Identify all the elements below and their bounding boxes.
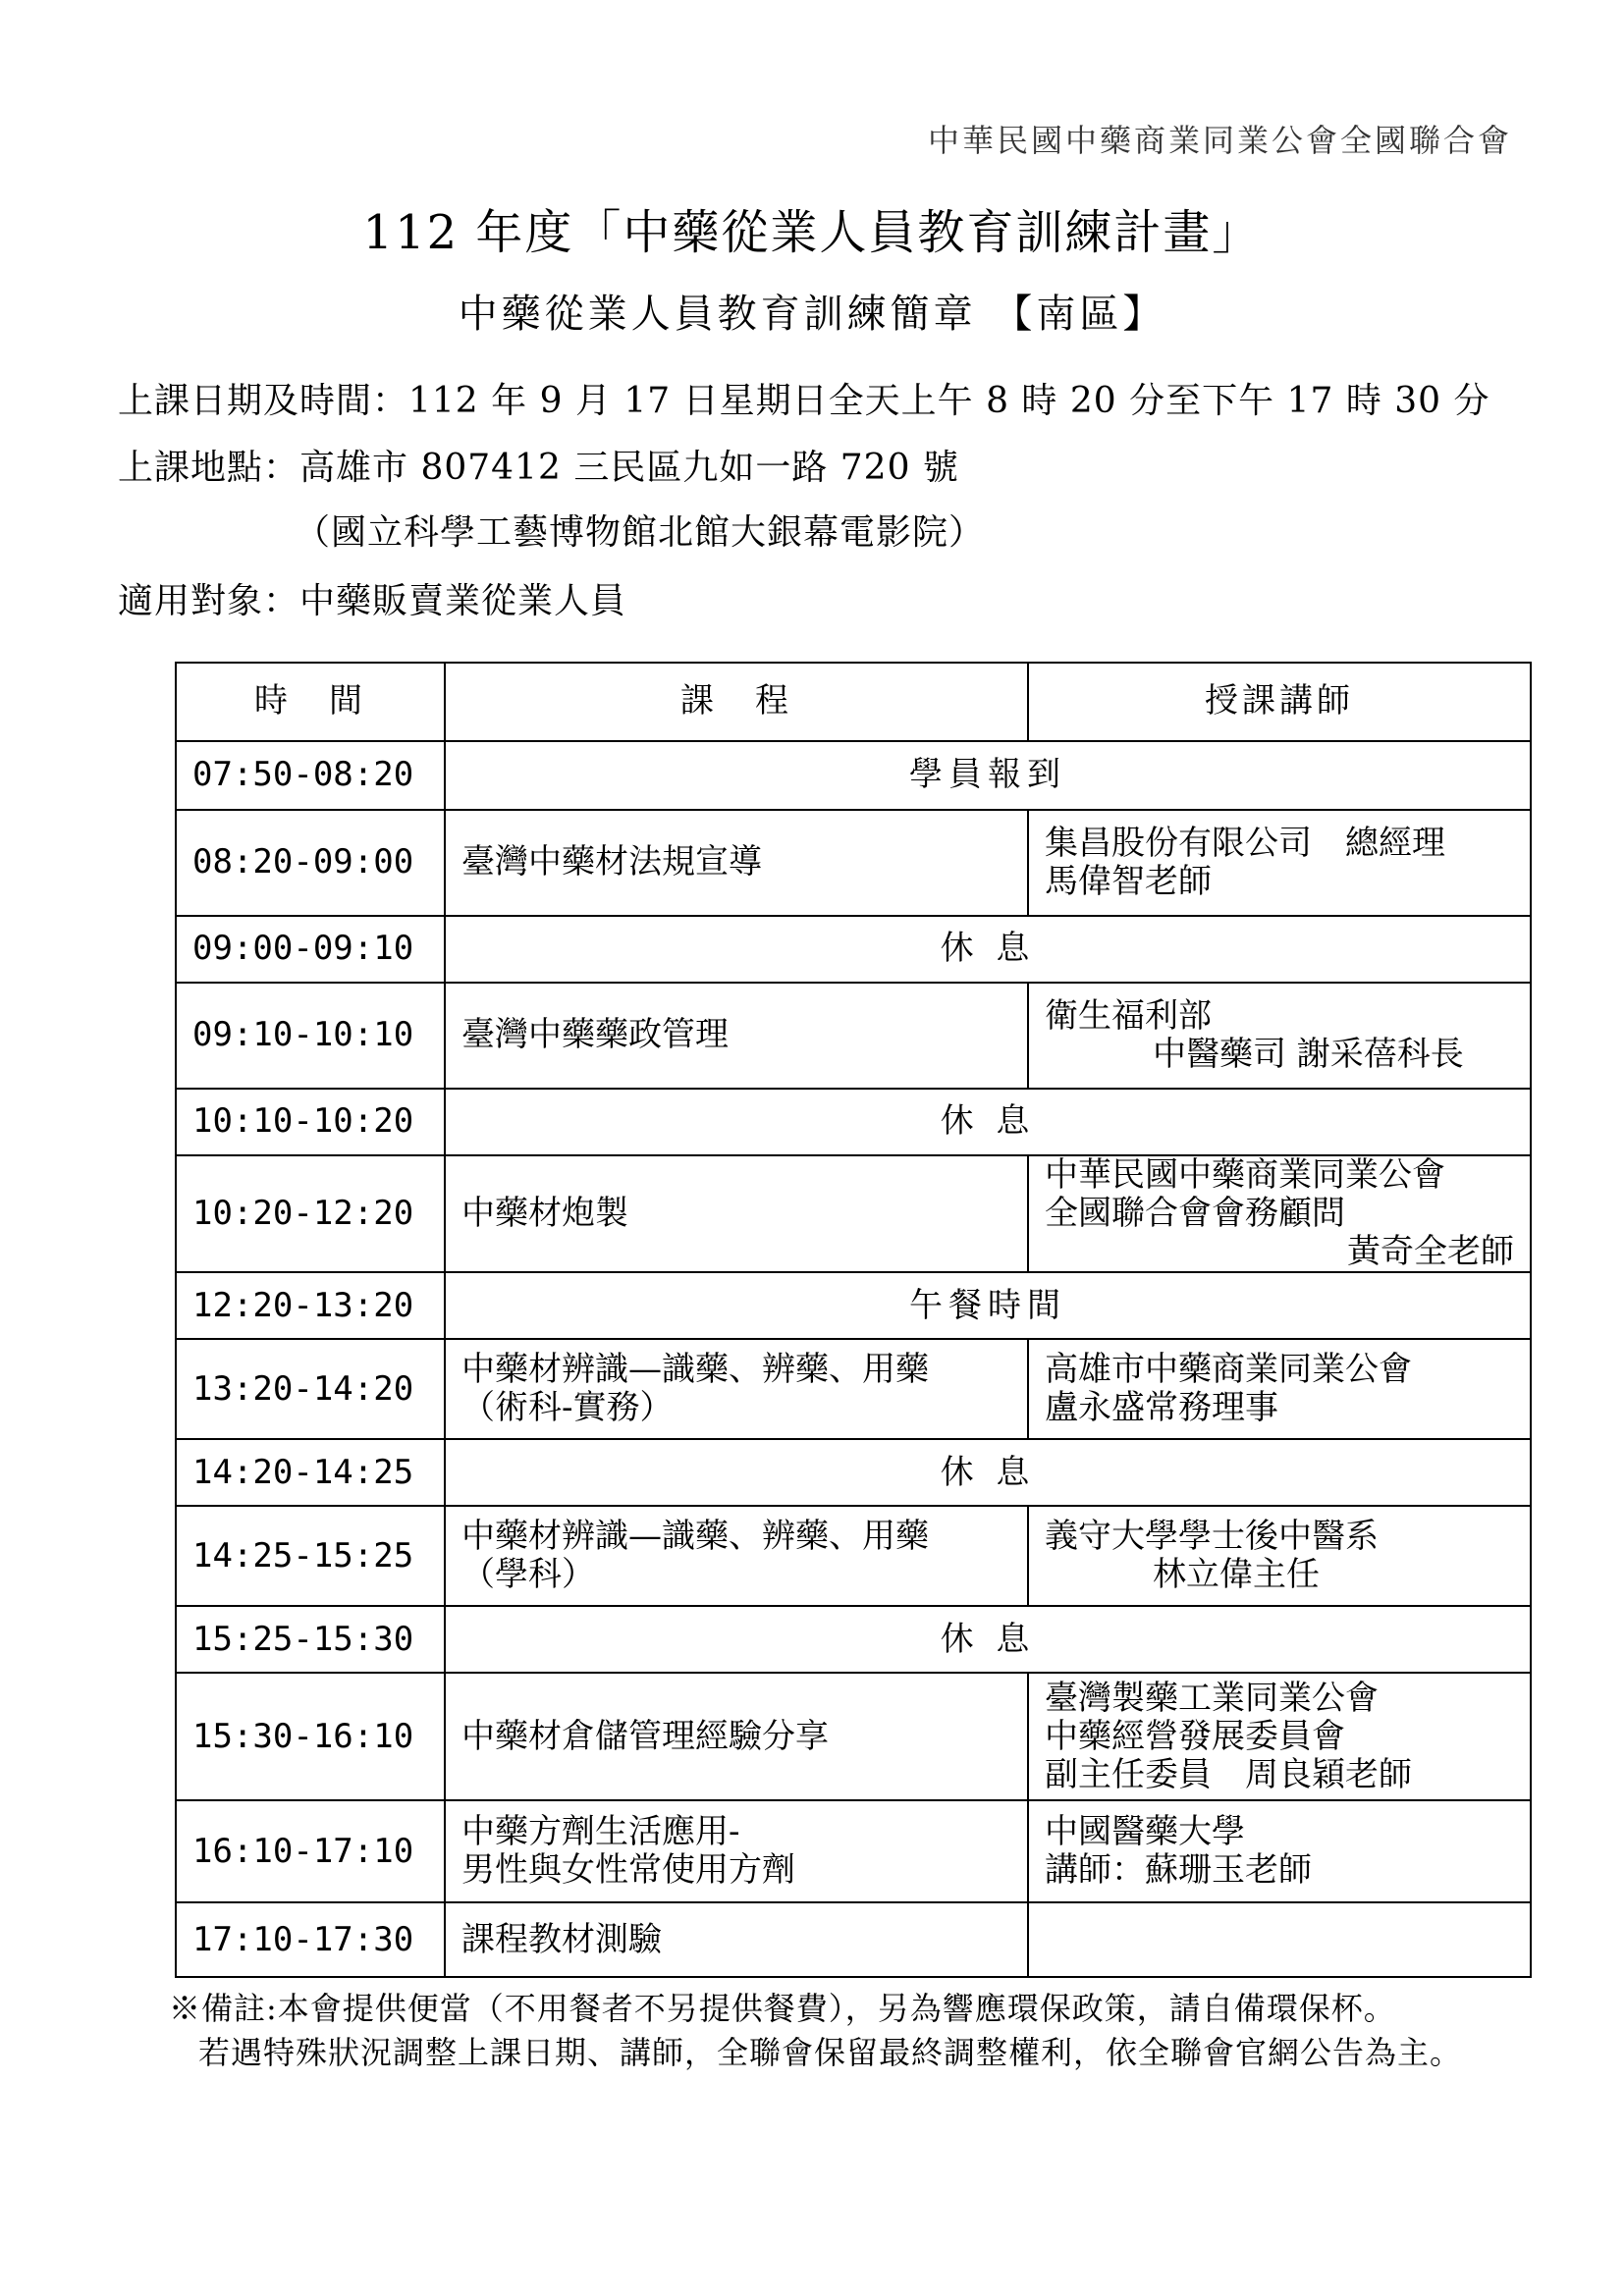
table-row bbox=[176, 916, 1531, 983]
teacher-line: 中華民國中藥商業同業公會 bbox=[1045, 1155, 1445, 1195]
course-line: 中藥方劑生活應用- bbox=[461, 1812, 740, 1852]
table-row bbox=[176, 1089, 1531, 1155]
notes bbox=[169, 1987, 1462, 2075]
table-row bbox=[176, 810, 1531, 916]
course-line: 中藥材辨識—識藥、辨藥、用藥 bbox=[461, 1517, 929, 1557]
table-header-row bbox=[176, 663, 1531, 741]
teacher-cell bbox=[1028, 810, 1531, 916]
table-row bbox=[176, 1155, 1531, 1272]
teacher-line: 臺灣製藥工業同業公會 bbox=[1045, 1678, 1379, 1718]
document-subtitle: 中藥從業人員教育訓練簡章 【南區】 bbox=[458, 292, 1166, 337]
course-cell bbox=[445, 1800, 1028, 1902]
course-cell bbox=[445, 1902, 1028, 1977]
table-row bbox=[176, 1272, 1531, 1339]
time-cell: 17:10-17:30 bbox=[176, 1902, 445, 1977]
teacher-line: 林立偉主任 bbox=[1153, 1555, 1320, 1595]
course-cell bbox=[445, 1673, 1028, 1800]
time-cell: 16:10-17:10 bbox=[176, 1800, 445, 1902]
table-row bbox=[176, 1606, 1531, 1673]
teacher-cell bbox=[1028, 983, 1531, 1089]
course-line: （術科-實務） bbox=[461, 1388, 674, 1428]
course-line: 課程教材測驗 bbox=[461, 1919, 662, 1959]
teacher-line: 副主任委員 周良穎老師 bbox=[1045, 1754, 1412, 1794]
teacher-line: 盧永盛常務理事 bbox=[1045, 1388, 1278, 1428]
teacher-line: 講師：蘇珊玉老師 bbox=[1045, 1850, 1312, 1891]
time-cell: 13:20-14:20 bbox=[176, 1339, 445, 1439]
info-venue: （國立科學工藝博物館北館大銀幕電影院） bbox=[295, 512, 986, 553]
document-title: 112 年度「中藥從業人員教育訓練計畫」 bbox=[362, 205, 1262, 260]
table-row bbox=[176, 1902, 1531, 1977]
table-row bbox=[176, 1439, 1531, 1506]
table-row bbox=[176, 1800, 1531, 1902]
break-cell: 休 息 bbox=[445, 1089, 1531, 1155]
course-cell bbox=[445, 983, 1028, 1089]
course-line: 臺灣中藥材法規宣導 bbox=[461, 842, 762, 882]
course-line: 中藥材炮製 bbox=[461, 1194, 628, 1234]
time-cell: 10:20-12:20 bbox=[176, 1155, 445, 1272]
course-line: 中藥材倉儲管理經驗分享 bbox=[461, 1716, 829, 1756]
course-cell bbox=[445, 1339, 1028, 1439]
teacher-line: 中藥經營發展委員會 bbox=[1045, 1716, 1345, 1756]
break-cell: 學員報到 bbox=[445, 741, 1531, 810]
time-cell: 15:25-15:30 bbox=[176, 1606, 445, 1673]
course-line: 中藥材辨識—識藥、辨藥、用藥 bbox=[461, 1350, 929, 1390]
table-row bbox=[176, 741, 1531, 810]
course-cell bbox=[445, 810, 1028, 916]
time-cell: 08:20-09:00 bbox=[176, 810, 445, 916]
time-cell: 09:10-10:10 bbox=[176, 983, 445, 1089]
table-row bbox=[176, 1673, 1531, 1800]
break-cell: 休 息 bbox=[445, 916, 1531, 983]
teacher-line: 全國聯合會會務顧問 bbox=[1045, 1194, 1345, 1234]
teacher-line: 黃奇全老師 bbox=[1347, 1232, 1514, 1272]
break-cell: 休 息 bbox=[445, 1606, 1531, 1673]
teacher-cell bbox=[1028, 1339, 1531, 1439]
schedule-table bbox=[175, 662, 1532, 1978]
teacher-line: 集昌股份有限公司 總經理 bbox=[1045, 823, 1445, 863]
info-location: 上課地點：高雄市 807412 三民區九如一路 720 號 bbox=[118, 448, 959, 488]
teacher-line: 中國醫藥大學 bbox=[1045, 1812, 1245, 1852]
info-audience: 適用對象：中藥販賣業從業人員 bbox=[118, 581, 627, 621]
time-cell: 07:50-08:20 bbox=[176, 741, 445, 810]
table-row bbox=[176, 1506, 1531, 1606]
table-row bbox=[176, 1339, 1531, 1439]
break-cell: 午餐時間 bbox=[445, 1272, 1531, 1339]
time-cell: 09:00-09:10 bbox=[176, 916, 445, 983]
course-cell bbox=[445, 1155, 1028, 1272]
organization-name: 中華民國中藥商業同業公會全國聯合會 bbox=[927, 122, 1512, 159]
time-cell: 14:20-14:25 bbox=[176, 1439, 445, 1506]
note-line-2: 若遇特殊狀況調整上課日期、講師，全聯會保留最終調整權利，依全聯會官網公告為主。 bbox=[198, 2033, 1463, 2071]
teacher-cell bbox=[1028, 1155, 1531, 1272]
header-course: 課 程 bbox=[445, 663, 1028, 741]
course-cell bbox=[445, 1506, 1028, 1606]
time-cell: 15:30-16:10 bbox=[176, 1673, 445, 1800]
course-line: （學科） bbox=[461, 1555, 595, 1595]
teacher-line: 衛生福利部 bbox=[1045, 995, 1212, 1036]
info-datetime: 上課日期及時間：112 年 9 月 17 日星期日全天上午 8 時 20 分至下午 17 時 30 分 bbox=[118, 381, 1490, 421]
teacher-cell bbox=[1028, 1673, 1531, 1800]
course-line: 臺灣中藥藥政管理 bbox=[461, 1015, 729, 1055]
teacher-line: 高雄市中藥商業同業公會 bbox=[1045, 1350, 1412, 1390]
schedule-body bbox=[176, 741, 1531, 1977]
teacher-cell bbox=[1028, 1902, 1531, 1977]
teacher-line: 義守大學學士後中醫系 bbox=[1045, 1517, 1379, 1557]
header-time: 時 間 bbox=[176, 663, 445, 741]
table-row bbox=[176, 983, 1531, 1089]
teacher-line: 中醫藥司 謝采蓓科長 bbox=[1153, 1035, 1464, 1074]
course-line: 男性與女性常使用方劑 bbox=[461, 1850, 795, 1891]
teacher-line: 馬偉智老師 bbox=[1045, 862, 1212, 901]
time-cell: 14:25-15:25 bbox=[176, 1506, 445, 1606]
time-cell: 12:20-13:20 bbox=[176, 1272, 445, 1339]
teacher-cell bbox=[1028, 1506, 1531, 1606]
note-line-1: ※備註:本會提供便當（不用餐者不另提供餐費），另為響應環保政策，請自備環保杯。 bbox=[169, 1990, 1396, 2027]
teacher-cell bbox=[1028, 1800, 1531, 1902]
header-teacher: 授課講師 bbox=[1028, 663, 1531, 741]
break-cell: 休 息 bbox=[445, 1439, 1531, 1506]
time-cell: 10:10-10:20 bbox=[176, 1089, 445, 1155]
